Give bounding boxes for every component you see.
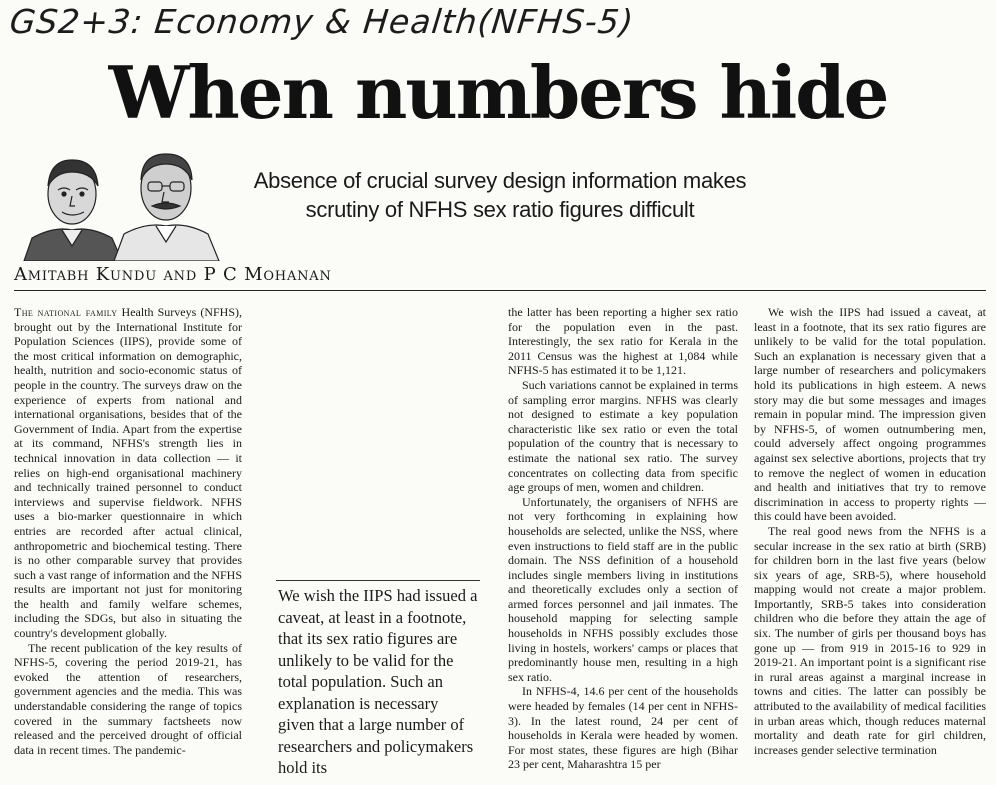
paragraph: We wish the IIPS had issued a caveat, at least in a footnote, that its sex ratio figures are unlikely to be valid for the total population. Such an explanation is necessary given that a large number of researchers and policymakers hold its publications in high esteem. A news story may die but some messages and images remain in popular mind. The impression given by NFHS-5, of women outnumbering men, could adversely affect ongoing programmes against sex selective abortions, projects that try to remove the neglect of women in education and health and initiatives that try to remove discrimination in access to property rights — this could have been avoided. xyxy=(754,305,986,524)
paragraph: In NFHS-4, 14.6 per cent of the households were headed by females (14 per cent in NFHS-3). In the latest round, 24 per cent of households in Kerala were headed by women. For most states, these figures are high (Bihar 23 per cent, Maharashtra 15 per xyxy=(508,684,738,772)
author-photo-right xyxy=(114,154,219,261)
byline: Amitabh Kundu and P C Mohanan xyxy=(14,264,332,285)
paragraph-text: Health Surveys (NFHS), brought out by the International Institute for Population Sciences (IIPS), provide some of the most critical information on demographic, health, nutrition and socio-economic status of people in the country. The surveys draw on the experience of experts from national and international organisations, besides that of the Government of India. Apart from the expertise at its command, NFHS's strength lies in technical innovation in data collection — it relies on high-end organisational machinery and technically trained personnel to conduct interviews and supervise fieldwork. NFHS uses a bio-marker questionnaire in which entries are recorded after actual clinical, anthropometric and biochemical testing. There is no other comparable survey that provides such a vast range of information and the NFHS results are important not just for monitoring the health and family welfare schemes, including the SDGs, but also in situating the country's development globally. xyxy=(14,305,242,641)
pullquote-rule xyxy=(276,580,480,581)
paragraph: the latter has been reporting a higher sex ratio for the population even in the past. Interestingly, the sex ratio for Kerala in the 2011 Census was the highest at 1,084 while NFHS-5 has estimated it to be 1,121. xyxy=(508,305,738,378)
paragraph: Unfortunately, the organisers of NFHS are not very forthcoming in explaining how households are selected, unlike the NSS, where even instructions to field staff are in the public domain. The NSS definition of a household includes single members living in institutions and theoretically excludes only a section of armed forces personnel and jail inmates. The household mapping for selecting sample households in NFHS possibly excludes those living in hostels, workers' camps or places that predominantly house men, resulting in a high sex ratio. xyxy=(508,494,738,684)
article-column-1 xyxy=(14,305,242,785)
article-column-3 xyxy=(508,305,738,785)
article-column-4 xyxy=(754,305,986,785)
paragraph: The real good news from the NFHS is a secular increase in the sex ratio at birth (SRB) for children born in the last five years (below six years of age, SRB-5), where household mapping would not create a major problem. Importantly, SRB-5 takes into consideration children who die before they attain the age of six. The number of girls per thousand boys has gone up — from 919 in 2015-16 to 929 in 2019-21. An important point is a significant rise in rural areas against a marginal increase in towns and cities. The latter can possibly be attributed to the availability of medical facilities in urban areas which, though reduces maternal mortality and death rate for girl children, increases gender selective termination xyxy=(754,523,986,757)
paragraph xyxy=(14,305,242,641)
author-photo-left xyxy=(24,160,122,261)
header-rule xyxy=(14,290,986,291)
pull-quote: We wish the IIPS had issued a caveat, at least in a footnote, that its sex ratio figures are unlikely to be valid for the total population. Such an explanation is necessary given that a large number of researchers and policymakers hold its xyxy=(278,586,478,777)
drop-lead: The national family xyxy=(14,305,118,319)
paragraph: Such variations cannot be explained in terms of sampling error margins. NFHS was clearly not designed to estimate a key population characteristic like sex ratio or even the total population of the country that is necessary to estimate the national sex ratio. The survey concentrates on collecting data from specific age groups of men, women and children. xyxy=(508,377,738,495)
author-photos xyxy=(14,146,229,261)
headline: When numbers hide xyxy=(108,50,888,135)
standfirst: Absence of crucial survey design information makes scrutiny of NFHS sex ratio figures difficult xyxy=(253,168,747,222)
paragraph: The recent publication of the key results of NFHS-5, covering the period 2019-21, has evoked the attention of researchers, government agencies and the media. This was understandable considering the range of topics covered in the summary factsheets now released and the perceived drought of official data in recent times. The pandemic- xyxy=(14,640,242,757)
handwritten-annotation: GS2+3: Economy & Health(NFHS-5) xyxy=(7,2,636,41)
